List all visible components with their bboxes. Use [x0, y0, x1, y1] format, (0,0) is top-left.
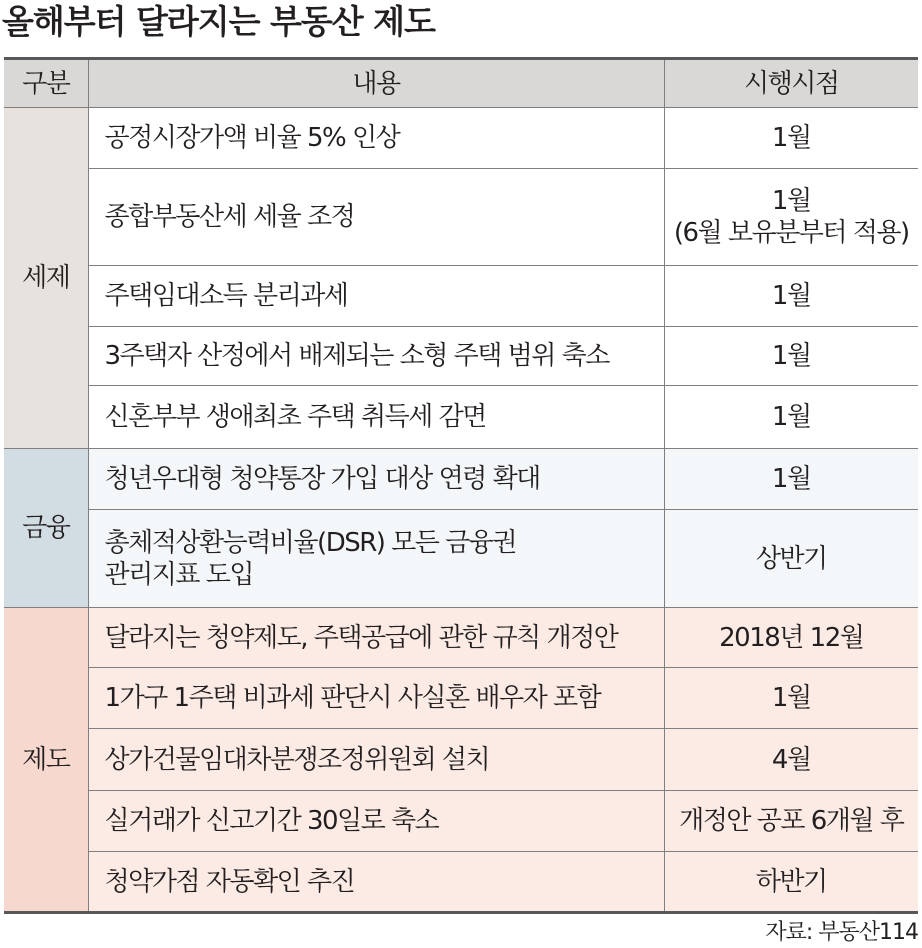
table-row	[4, 608, 918, 668]
timing-text: 1월	[771, 123, 811, 153]
timing-note: (6월 보유분부터 적용)	[673, 218, 909, 248]
content-cell	[88, 327, 664, 386]
timing-text: 4월	[771, 744, 811, 775]
content-cell	[88, 108, 664, 169]
table-row	[4, 791, 918, 852]
timing-cell	[664, 729, 918, 791]
category-label: 세제	[22, 263, 70, 293]
category-label: 제도	[22, 744, 70, 775]
content-cell	[88, 729, 664, 791]
content-text: 주택임대소득 분리과세	[104, 281, 348, 311]
content-cell	[88, 449, 664, 510]
timing-text: 1월	[771, 341, 811, 371]
content-text: 청년우대형 청약통장 가입 대상 연령 확대	[104, 464, 540, 494]
timing-cell	[664, 266, 918, 327]
content-cell	[88, 852, 664, 913]
group-system	[4, 608, 918, 913]
header-category: 구분	[4, 59, 88, 108]
table-row	[4, 169, 918, 266]
content-cell	[88, 386, 664, 449]
table-row	[4, 449, 918, 510]
timing-cell	[664, 510, 918, 608]
content-cell	[88, 791, 664, 852]
timing-cell	[664, 791, 918, 852]
category-cell	[4, 108, 88, 449]
content-text: 달라지는 청약제도, 주택공급에 관한 규칙 개정안	[104, 622, 618, 653]
page-title: 올해부터 달라지는 부동산 제도	[2, 2, 435, 41]
content-text: 1가구 1주택 비과세 판단시 사실혼 배우자 포함	[104, 683, 601, 713]
timing-text: 1월	[771, 402, 811, 432]
timing-text: 2018년 12월	[719, 622, 864, 653]
table-row	[4, 108, 918, 169]
timing-text: 1월	[771, 281, 811, 311]
table-row	[4, 510, 918, 608]
content-cell	[88, 510, 664, 608]
timing-text: 하반기	[755, 866, 827, 897]
group-finance	[4, 449, 918, 608]
table-row	[4, 386, 918, 449]
header-row	[4, 59, 918, 108]
table-row	[4, 852, 918, 913]
content-cell	[88, 169, 664, 266]
table-row	[4, 668, 918, 729]
table-row	[4, 729, 918, 791]
timing-cell	[664, 668, 918, 729]
timing-cell	[664, 169, 918, 266]
category-label: 금융	[22, 513, 70, 543]
source-note: 자료: 부동산114	[765, 920, 918, 945]
content-text: 총체적상환능력비율(DSR) 모든 금융권	[104, 527, 517, 558]
content-text: 상가건물임대차분쟁조정위원회 설치	[104, 744, 490, 775]
timing-text: 1월	[771, 186, 811, 216]
content-text: 신혼부부 생애최초 주택 취득세 감면	[104, 402, 486, 432]
header-content: 내용	[88, 59, 664, 108]
category-cell	[4, 449, 88, 608]
timing-text: 1월	[771, 683, 811, 713]
content-text-line2: 관리지표 도입	[104, 559, 253, 590]
timing-cell	[664, 108, 918, 169]
table-row	[4, 266, 918, 327]
timing-text: 상반기	[755, 543, 827, 574]
content-text: 청약가점 자동확인 추진	[104, 866, 355, 897]
policy-table	[4, 57, 918, 914]
timing-cell	[664, 449, 918, 510]
content-text: 공정시장가액 비율 5% 인상	[104, 123, 400, 153]
table-row	[4, 327, 918, 386]
timing-text: 개정안 공포 6개월 후	[679, 806, 904, 836]
timing-cell	[664, 608, 918, 668]
content-cell	[88, 668, 664, 729]
content-text: 3주택자 산정에서 배제되는 소형 주택 범위 축소	[104, 341, 609, 371]
content-text: 종합부동산세 세율 조정	[104, 202, 355, 232]
content-text: 실거래가 신고기간 30일로 축소	[104, 806, 439, 836]
content-cell	[88, 608, 664, 668]
timing-cell	[664, 386, 918, 449]
timing-cell	[664, 327, 918, 386]
content-cell	[88, 266, 664, 327]
header-timing: 시행시점	[664, 59, 918, 108]
category-cell	[4, 608, 88, 913]
group-tax	[4, 108, 918, 449]
timing-cell	[664, 852, 918, 913]
timing-text: 1월	[771, 464, 811, 494]
